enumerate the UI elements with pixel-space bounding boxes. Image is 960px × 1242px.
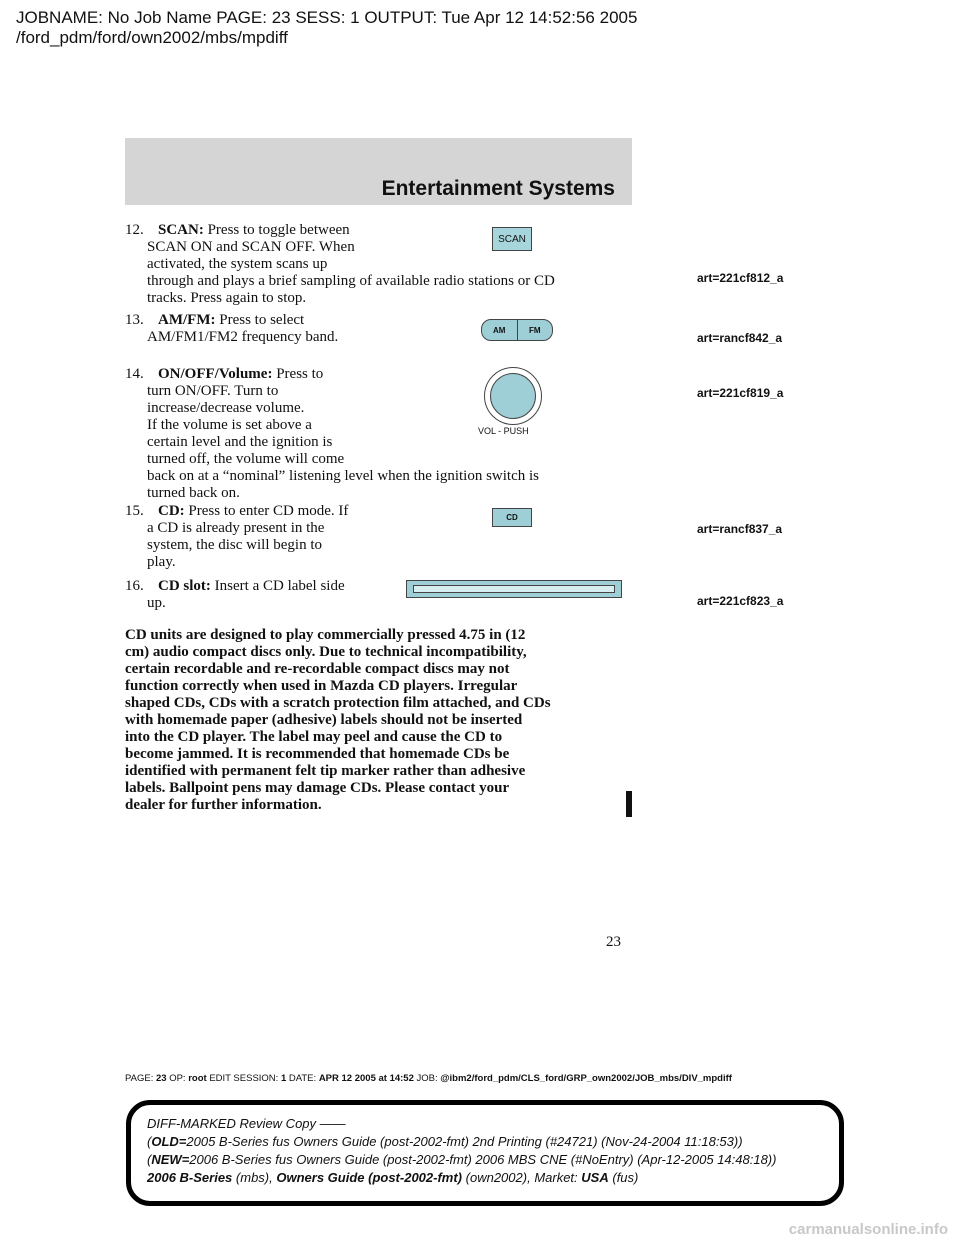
- job-header-line2: /ford_pdm/ford/own2002/mbs/mpdiff: [16, 28, 288, 47]
- warning-line: certain recordable and re-recordable compact discs may not: [125, 661, 510, 677]
- review-copy-box: [126, 1100, 844, 1206]
- job-header-line1: JOBNAME: No Job Name PAGE: 23 SESS: 1 OUTPUT: Tue Apr 12 14:52:56 2005: [16, 8, 638, 27]
- warning-line: labels. Ballpoint pens may damage CDs. Please contact your: [125, 780, 510, 796]
- vol-push-label: VOL - PUSH: [478, 426, 529, 436]
- list-item-cd: [125, 503, 525, 571]
- footer-label: OP:: [169, 1073, 186, 1084]
- scan-button-illustration: SCAN: [492, 227, 532, 251]
- item-text: Press to: [276, 366, 324, 382]
- item-text: up.: [147, 595, 166, 611]
- review-title: DIFF-MARKED Review Copy ——: [147, 1116, 346, 1131]
- item-text: Press to enter CD mode. If: [188, 503, 349, 519]
- item-text: turned back on.: [147, 485, 240, 501]
- item-term: SCAN:: [158, 222, 204, 238]
- print-footer: [125, 1073, 732, 1084]
- change-bar: [626, 791, 632, 817]
- art-reference: art=rancf842_a: [697, 331, 783, 345]
- item-number: 16.: [125, 578, 144, 594]
- section-title: Entertainment Systems: [381, 177, 615, 200]
- warning-line: shaped CDs, CDs with a scratch protection film attached, and CDs: [125, 695, 551, 711]
- page-number: 23: [606, 934, 621, 950]
- item-number: 12.: [125, 222, 144, 238]
- review-meta-line: 2006 B-Series (mbs), Owners Guide (post-2002-fmt) (own2002), Market: USA (fus): [147, 1170, 639, 1185]
- item-text: back on at a “nominal” listening level when the ignition switch is: [147, 468, 539, 484]
- cd-button-illustration: CD: [492, 508, 532, 527]
- section-header-band: [125, 138, 632, 205]
- warning-line: CD units are designed to play commercially pressed 4.75 in (12: [125, 627, 526, 643]
- item-text: increase/decrease volume.: [147, 400, 305, 416]
- item-text: turned off, the volume will come: [147, 451, 345, 467]
- warning-line: dealer for further information.: [125, 797, 322, 813]
- cd-slot-opening-icon: [413, 585, 615, 593]
- item-text: tracks. Press again to stop.: [147, 290, 307, 306]
- item-number: 13.: [125, 312, 144, 328]
- item-text: Insert a CD label side: [214, 578, 345, 594]
- am-label: AM: [482, 320, 518, 340]
- review-new-line: (NEW=2006 B-Series fus Owners Guide (post-2002-fmt) 2006 MBS CNE (#NoEntry) (Apr-12-2005 14:48:18)): [147, 1152, 777, 1167]
- item-term: AM/FM:: [158, 312, 216, 328]
- warning-line: identified with permanent felt tip marker rather than adhesive: [125, 763, 526, 779]
- volume-knob-icon: [490, 373, 536, 419]
- item-text: a CD is already present in the: [147, 520, 325, 536]
- item-text: AM/FM1/FM2 frequency band.: [147, 329, 339, 345]
- footer-label: EDIT SESSION:: [209, 1073, 279, 1084]
- footer-label: PAGE:: [125, 1073, 154, 1084]
- footer-value: @ibm2/ford_pdm/CLS_ford/GRP_own2002/JOB_mbs/DIV_mpdiff: [440, 1073, 732, 1084]
- warning-line: into the CD player. The label may peel and cause the CD to: [125, 729, 503, 745]
- art-reference: art=221cf823_a: [697, 594, 784, 608]
- item-term: CD:: [158, 503, 185, 519]
- list-item-scan: [125, 222, 555, 307]
- art-reference: art=221cf812_a: [697, 271, 784, 285]
- cd-warning-paragraph: [125, 627, 635, 814]
- item-text: certain level and the ignition is: [147, 434, 333, 450]
- fm-label: FM: [528, 325, 541, 335]
- review-old-line: (OLD=2005 B-Series fus Owners Guide (post-2002-fmt) 2nd Printing (#24721) (Nov-24-2004 11:18:53)): [147, 1134, 743, 1149]
- footer-value: root: [188, 1073, 207, 1084]
- list-item-volume: [125, 366, 539, 502]
- warning-line: function correctly when used in Mazda CD players. Irregular: [125, 678, 518, 694]
- item-text: play.: [147, 554, 176, 570]
- item-text: through and plays a brief sampling of available radio stations or CD: [147, 273, 555, 289]
- footer-value: 23: [155, 1073, 167, 1084]
- art-reference: art=221cf819_a: [697, 386, 784, 400]
- item-number: 15.: [125, 503, 144, 519]
- footer-label: DATE:: [288, 1073, 317, 1084]
- item-text: activated, the system scans up: [147, 256, 328, 272]
- item-number: 14.: [125, 366, 144, 382]
- warning-line: become jammed. It is recommended that homemade CDs be: [125, 746, 510, 762]
- item-text: Press to select: [219, 312, 305, 328]
- item-term: ON/OFF/Volume:: [158, 366, 273, 382]
- am-fm-button-illustration: [481, 319, 553, 341]
- list-item-am-fm: [125, 312, 525, 346]
- cd-slot-illustration: [406, 580, 622, 598]
- item-text: SCAN ON and SCAN OFF. When: [147, 239, 355, 255]
- item-term: CD slot:: [158, 578, 211, 594]
- warning-line: cm) audio compact discs only. Due to technical incompatibility,: [125, 644, 527, 660]
- art-reference: art=rancf837_a: [697, 522, 783, 536]
- item-text: If the volume is set above a: [147, 417, 312, 433]
- item-text: system, the disc will begin to: [147, 537, 322, 553]
- footer-value: 1: [280, 1073, 287, 1084]
- volume-knob-illustration: [484, 367, 542, 425]
- item-text: turn ON/OFF. Turn to: [147, 383, 279, 399]
- footer-value: APR 12 2005 at 14:52: [318, 1073, 414, 1084]
- item-text: Press to toggle between: [207, 222, 350, 238]
- watermark: carmanualsonline.info: [788, 1221, 948, 1238]
- warning-line: with homemade paper (adhesive) labels should not be inserted: [125, 712, 523, 728]
- footer-label: JOB:: [416, 1073, 438, 1084]
